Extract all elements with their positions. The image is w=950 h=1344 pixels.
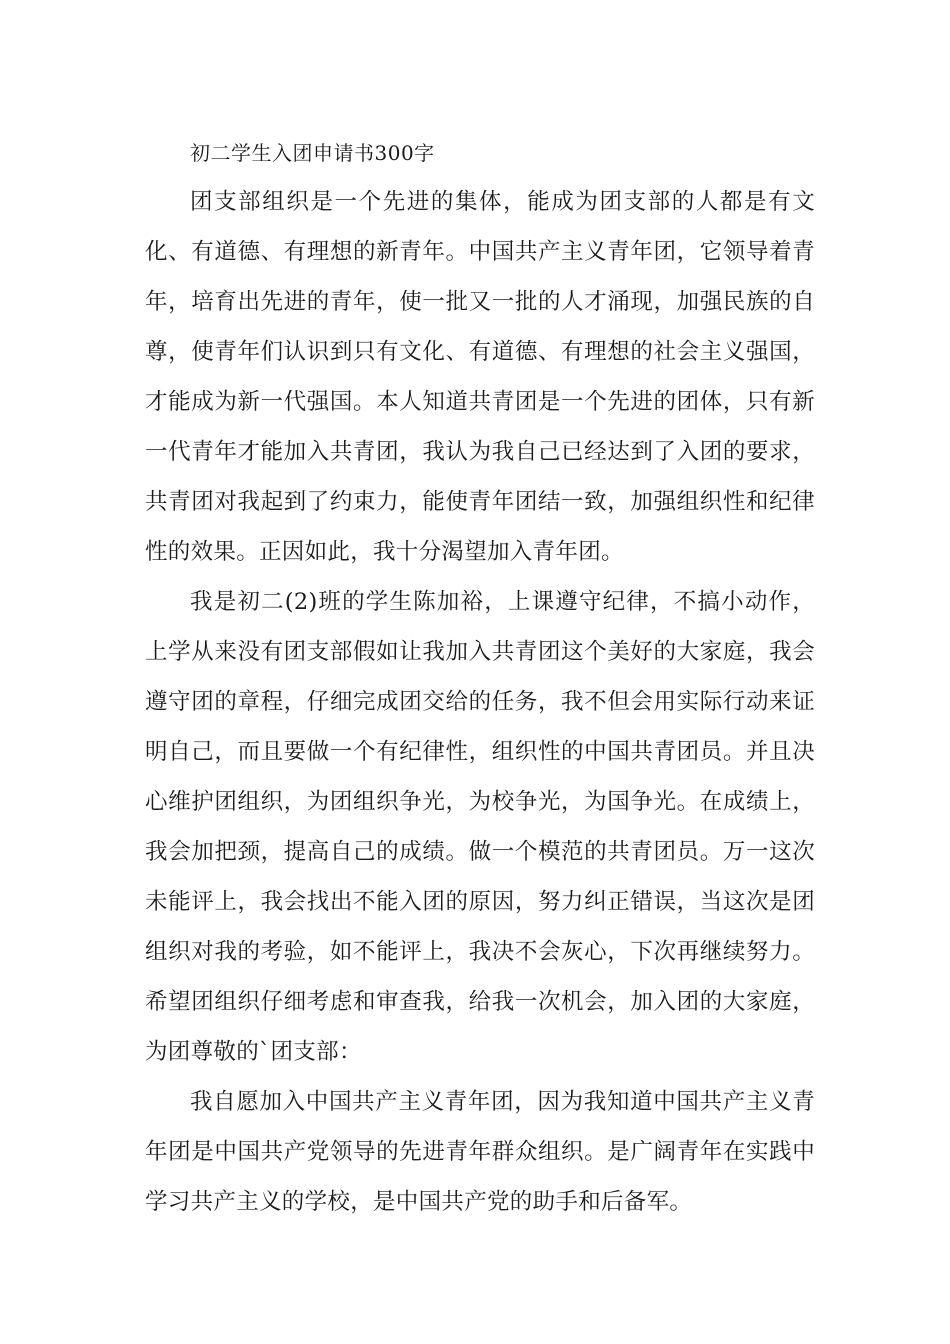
paragraph-2: 我是初二(2)班的学生陈加裕，上课遵守纪律，不搞小动作，上学从来没有团支部假如让我加入共青团这个美好的大家庭，我会遵守团的章程，仔细完成团交给的任务，我不但会用实际行动来证明自己，而且要做一个有纪律性，组织性的中国共青团员。并且决心维护团组织，为团组织争光，为校争光，为国争光。在成绩上，我会加把颈，提高自己的成绩。做一个模范的共青团员。万一这次未能评上，我会找出不能入团的原因，努力纠正错误，当这次是团组织对我的考验，如不能评上，我决不会灰心，下次再继续努力。希望团组织仔细考虑和审查我，给我一次机会，加入团的大家庭，为团尊敬的`团支部： — [145, 589, 815, 1065]
document-title: 初二学生入团申请书300字 — [190, 141, 435, 165]
document-body — [145, 133, 815, 1227]
paragraph-1: 团支部组织是一个先进的集体，能成为团支部的人都是有文化、有道德、有理想的新青年。中国共产主义青年团，它领导着青年，培育出先进的青年，使一批又一批的人才涌现，加强民族的自尊，使青年们认识到只有文化、有道德、有理想的社会主义强国，才能成为新一代强国。本人知道共青团是一个先进的团体，只有新一代青年才能加入共青团，我认为我自己已经达到了入团的要求，共青团对我起到了约束力，能使青年团结一致，加强组织性和纪律性的效果。正因如此，我十分渴望加入青年团。 — [145, 189, 815, 565]
paragraph-3: 我自愿加入中国共产主义青年团，因为我知道中国共产主义青年团是中国共产党领导的先进青年群众组织。是广阔青年在实践中学习共产主义的学校，是中国共产党的助手和后备军。 — [145, 1089, 815, 1215]
